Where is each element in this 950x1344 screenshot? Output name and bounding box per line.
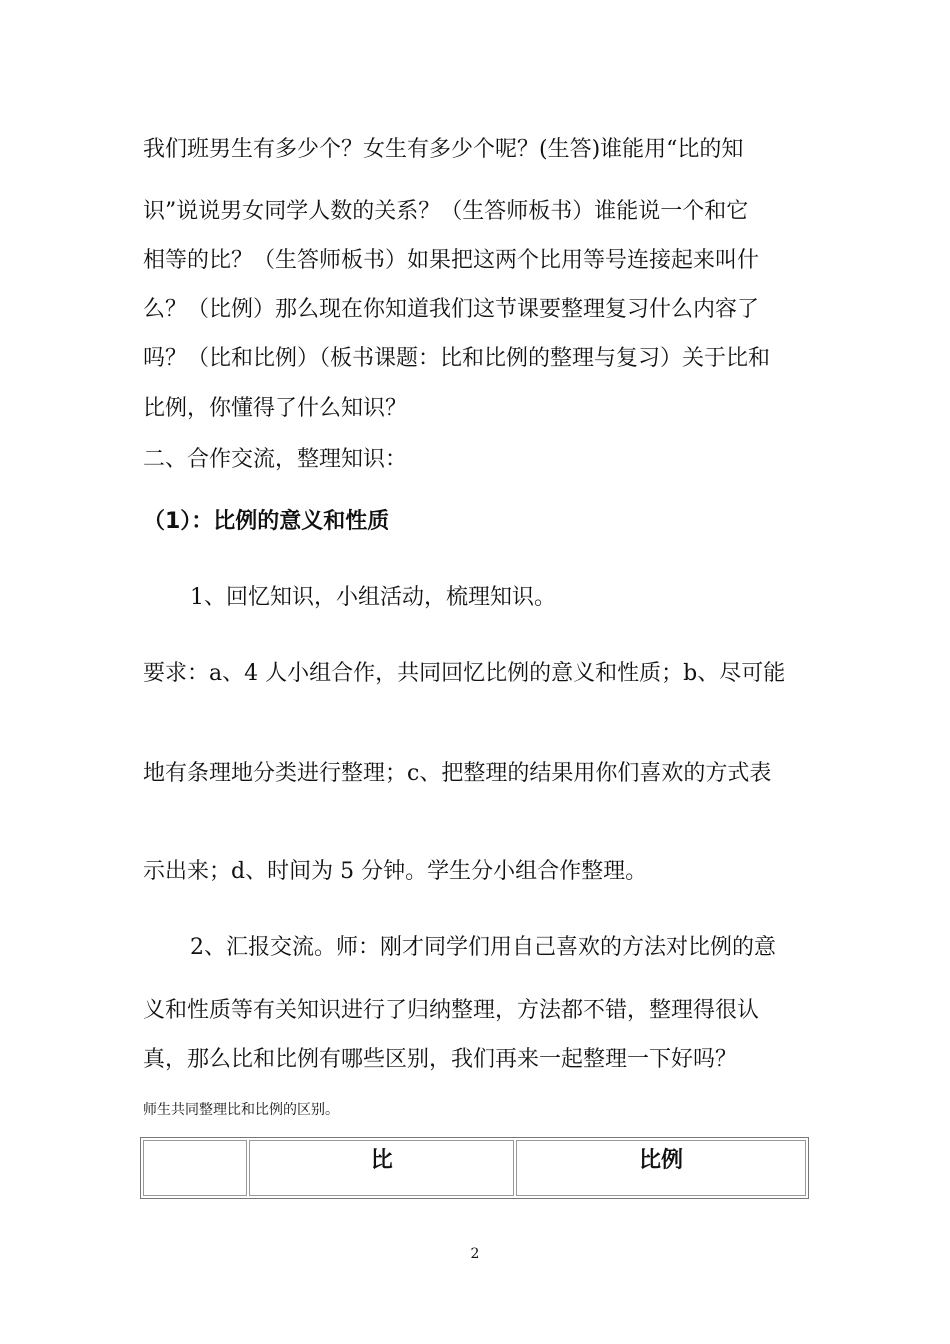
paragraph-line: 地有条理地分类进行整理；c、把整理的结果用你们喜欢的方式表 — [143, 761, 772, 786]
table-header-row — [143, 1140, 806, 1196]
paragraph-line: 比例，你懂得了什么知识？ — [143, 396, 408, 421]
table-caption: 师生共同整理比和比例的区别。 — [143, 1102, 339, 1118]
paragraph-line: 相等的比？（生答师板书）如果把这两个比用等号连接起来叫什 — [143, 248, 760, 273]
subsection-heading: （1）：比例的意义和性质 — [143, 509, 390, 534]
paragraph-line: 1、回忆知识，小组活动，梳理知识。 — [190, 585, 556, 610]
paragraph-line: 真，那么比和比例有哪些区别，我们再来一起整理一下好吗？ — [143, 1047, 738, 1072]
paragraph-line: 义和性质等有关知识进行了归纳整理，方法都不错，整理得很认 — [143, 998, 760, 1023]
comparison-table — [140, 1137, 809, 1199]
paragraph-line: 么？（比例）那么现在你知道我们这节课要整理复习什么内容了 — [143, 297, 760, 322]
paragraph-line: 识”说说男女同学人数的关系？（生答师板书）谁能说一个和它 — [143, 199, 749, 224]
paragraph-line: 要求：a、4 人小组合作，共同回忆比例的意义和性质；b、尽可能 — [143, 661, 786, 686]
paragraph-line: 2、汇报交流。师：刚才同学们用自己喜欢的方法对比例的意 — [190, 935, 776, 960]
section-heading: 二、合作交流，整理知识： — [143, 447, 408, 472]
paragraph-line: 我们班男生有多少个？女生有多少个呢？(生答)谁能用“比的知 — [143, 137, 744, 162]
table-header-cell — [143, 1140, 247, 1196]
table-header-cell: 比例 — [516, 1140, 806, 1196]
page-number: 2 — [470, 1246, 480, 1262]
paragraph-line: 示出来；d、时间为 5 分钟。学生分小组合作整理。 — [143, 859, 648, 884]
table-header-cell: 比 — [249, 1140, 514, 1196]
paragraph-line: 吗？（比和比例）（板书课题：比和比例的整理与复习）关于比和 — [143, 346, 771, 371]
